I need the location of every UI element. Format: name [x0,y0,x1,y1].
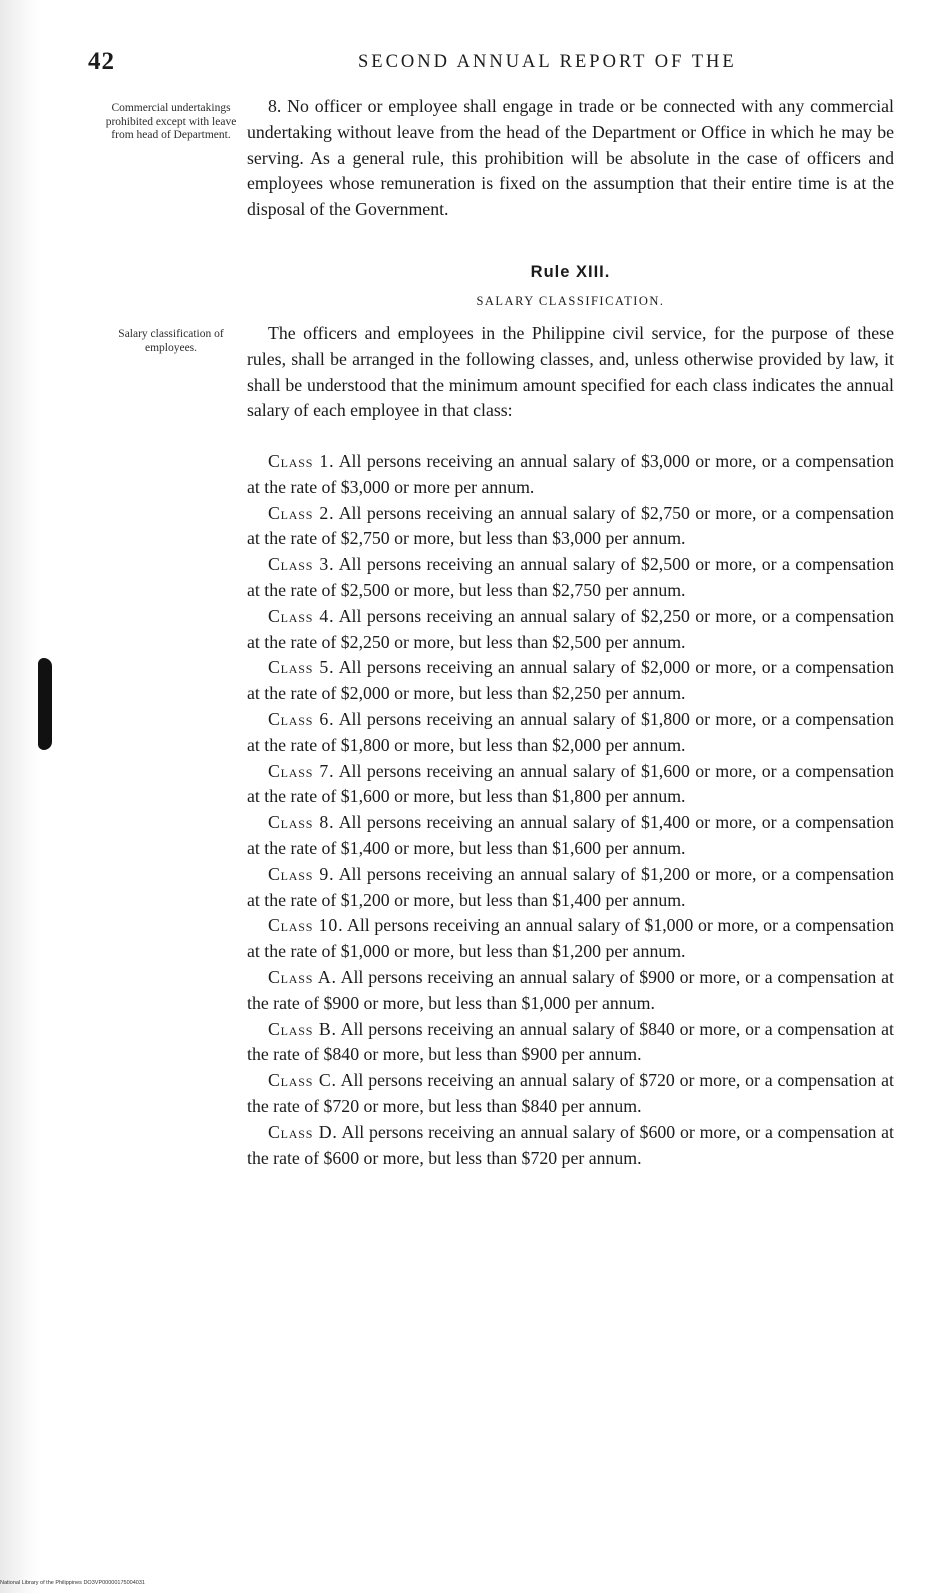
class-item-5 [247,655,894,707]
page-edge-shadow [0,0,40,1593]
class-text: All persons receiving an annual salary of $3,000 or more, or a compensation at the rate of $3,000 or more per annum. [247,451,894,497]
class-item-b [247,1017,894,1069]
paragraph-8 [247,94,894,223]
class-label: Class B. [268,1018,337,1039]
class-label: Class 10. [268,915,344,936]
class-text: All persons receiving an annual salary of $2,250 or more, or a compensation at the rate of $2,250 or more, but less than $2,500 per annum. [247,605,894,652]
class-item-8 [247,810,894,862]
class-text: All persons receiving an annual salary of $2,750 or more, or a compensation at the rate of $2,750 or more, but less than $3,000 per annum. [247,502,894,549]
class-item-3 [247,552,894,604]
class-label: Class 3. [268,554,335,575]
class-item-7 [247,759,894,811]
class-text: All persons receiving an annual salary of $1,200 or more, or a compensation at the rate of $1,200 or more, but less than $1,400 per annum. [247,863,894,910]
class-item-1 [247,449,894,501]
page-number: 42 [88,48,115,75]
class-text: All persons receiving an annual salary of $1,800 or more, or a compensation at the rate of $1,800 or more, but less than $2,000 per annum. [247,708,894,755]
rule-intro-text: The officers and employees in the Philippine civil service, for the purpose of these rules, shall be arranged in the following classes, and, unless otherwise provided by law, it shall be understood that the minimum amount specified for each class indicates the annual salary of each employee in that class: [247,323,894,421]
class-label: Class 7. [268,760,335,781]
ink-blot [38,658,52,750]
class-text: All persons receiving an annual salary of $840 or more, or a compensation at the rate of $840 or more, but less than $900 per annum. [247,1018,894,1065]
class-label: Class 8. [268,812,335,833]
margin-note-salary: Salary classification of employees. [118,328,224,354]
class-label: Class 6. [268,708,335,729]
class-item-6 [247,707,894,759]
class-label: Class 5. [268,657,335,678]
class-text: All persons receiving an annual salary of $1,000 or more, or a compensation at the rate of $1,000 or more, but less than $1,200 per annum. [247,915,894,962]
class-text: All persons receiving an annual salary of $1,600 or more, or a compensation at the rate of $1,600 or more, but less than $1,800 per annum. [247,760,894,807]
rule-intro [247,321,894,424]
class-item-4 [247,604,894,656]
class-label: Class 1. [268,451,335,471]
footer-credit: National Library of the Philippines DO3VP00000175004031 [0,1580,145,1586]
class-text: All persons receiving an annual salary of $720 or more, or a compensation at the rate of $720 or more, but less than $840 per annum. [247,1070,894,1116]
class-text: All persons receiving an annual salary of $600 or more, or a compensation at the rate of $600 or more, but less than $720 per annum. [247,1121,894,1168]
class-text: All persons receiving an annual salary of $1,400 or more, or a compensation at the rate of $1,400 or more, but less than $1,600 per annum. [247,812,894,858]
class-label: Class C. [268,1070,337,1091]
rule-subtitle: SALARY CLASSIFICATION. [476,294,665,308]
class-item-a [247,965,894,1017]
running-head: SECOND ANNUAL REPORT OF THE [358,52,737,72]
class-item-10 [247,913,894,965]
class-text: All persons receiving an annual salary of $2,500 or more, or a compensation at the rate of $2,500 or more, but less than $2,750 per annum. [247,554,894,600]
class-label: Class D. [268,1121,338,1142]
class-item-9 [247,862,894,914]
class-text: All persons receiving an annual salary of $900 or more, or a compensation at the rate of $900 or more, but less than $1,000 per annum. [247,966,894,1013]
class-item-2 [247,501,894,553]
class-label: Class A. [268,966,337,987]
class-item-c [247,1068,894,1120]
rule-title: Rule XIII. [530,263,611,281]
class-label: Class 4. [268,605,335,626]
margin-note-commercial: Commercial undertakings prohibited except with leave from head of Department. [105,102,237,141]
class-label: Class 2. [268,502,335,523]
class-item-d [247,1120,894,1172]
paragraph-8-text: 8. No officer or employee shall engage in trade or be connected with any commercial undertaking without leave from the head of the Department or Office in which he may be serving. As a general rule, this prohibition will be absolute in the case of officers and employees whose remuneration is fixed on the assumption that their entire time is at the disposal of the Government. [247,96,894,220]
class-label: Class 9. [268,863,335,884]
class-list [247,449,894,1171]
class-text: All persons receiving an annual salary of $2,000 or more, or a compensation at the rate of $2,000 or more, but less than $2,250 per annum. [247,657,894,704]
